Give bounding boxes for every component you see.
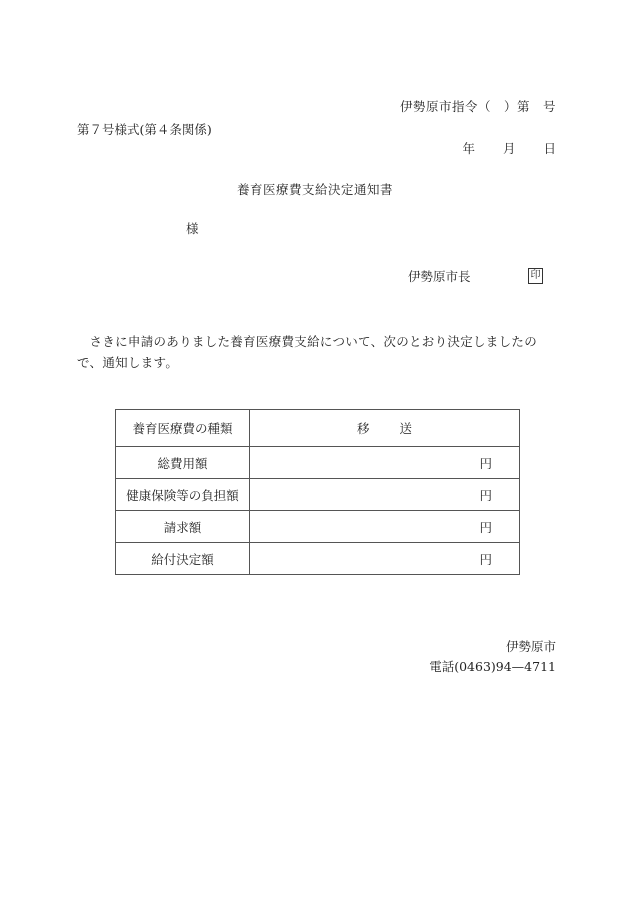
header-value-part: 移 <box>356 421 370 436</box>
date-line <box>438 143 556 156</box>
table-row <box>116 511 520 543</box>
addressee-suffix: 様 <box>186 221 199 236</box>
row-label: 請求額 <box>116 511 250 543</box>
table-header-row <box>116 410 520 447</box>
row-label: 健康保険等の負担額 <box>116 479 250 511</box>
month-label: 月 <box>502 141 516 156</box>
document-title: 養育医療費支給決定通知書 <box>236 182 393 197</box>
form-number: 第７号様式(第４条関係) <box>77 122 212 137</box>
reference-number: 伊勢原市指令（ ）第 号 <box>399 99 556 114</box>
body-text: さきに申請のありました養育医療費支給について、次のとおり決定しましたので、通知します。 <box>77 334 538 370</box>
day-label: 日 <box>543 141 556 156</box>
table-row <box>116 479 520 511</box>
row-value: 円 <box>250 447 520 479</box>
row-value: 円 <box>250 543 520 575</box>
row-label: 給付決定額 <box>116 543 250 575</box>
header-value-part: 送 <box>399 421 413 436</box>
year-label: 年 <box>462 141 475 156</box>
seal-icon: 印 <box>528 268 543 284</box>
row-label: 総費用額 <box>116 447 250 479</box>
issuer-name: 伊勢原市長 <box>408 269 471 284</box>
table-row <box>116 543 520 575</box>
table-row <box>116 447 520 479</box>
row-value: 円 <box>250 479 520 511</box>
table-header-value <box>250 410 520 447</box>
footer-phone: 電話(0463)94—4711 <box>429 659 556 674</box>
table-header-label: 養育医療費の種類 <box>116 410 250 447</box>
footer-city: 伊勢原市 <box>505 639 556 654</box>
row-value: 円 <box>250 511 520 543</box>
benefit-table <box>115 409 520 575</box>
